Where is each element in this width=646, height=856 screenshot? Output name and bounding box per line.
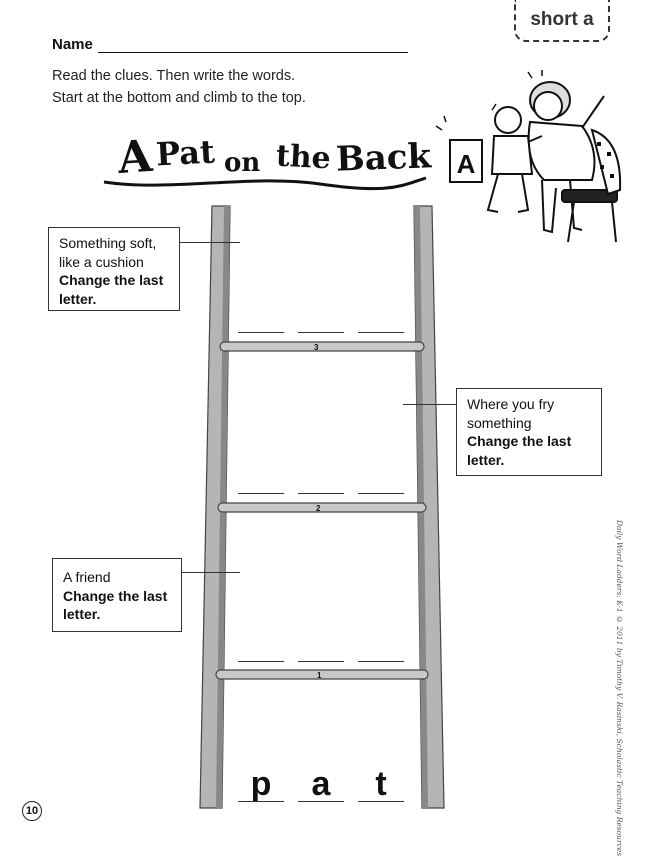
clue-2-line-2: something bbox=[467, 414, 532, 431]
instructions-line-2: Start at the bottom and climb to the top. bbox=[52, 90, 306, 106]
answer-3-letter-2[interactable] bbox=[298, 332, 344, 333]
answer-1-letter-2[interactable] bbox=[298, 661, 344, 662]
clue-2-instruction-2: letter. bbox=[467, 451, 505, 468]
clue-2-connector bbox=[403, 404, 456, 405]
title-word-a: A bbox=[116, 130, 154, 185]
title-word-pat: Pat bbox=[155, 132, 216, 174]
answer-1-letter-1[interactable] bbox=[238, 661, 284, 662]
instructions-line-1: Read the clues. Then write the words. bbox=[52, 68, 296, 84]
answer-2-letter-3[interactable] bbox=[358, 493, 404, 494]
page-number: 10 bbox=[22, 801, 42, 821]
clue-3-instruction-2: letter. bbox=[59, 290, 97, 307]
clue-2-line-1: Where you fry bbox=[467, 396, 555, 412]
ladder-rung-2 bbox=[218, 503, 426, 512]
ladder-rung-3 bbox=[220, 342, 424, 351]
clue-2-instruction-1: Change the last bbox=[467, 433, 572, 449]
answer-3-letter-3[interactable] bbox=[358, 332, 404, 333]
start-underline-1 bbox=[238, 801, 284, 802]
start-underline-3 bbox=[358, 801, 404, 802]
sign-letter: A bbox=[456, 149, 476, 179]
start-underline-2 bbox=[298, 801, 344, 802]
start-letter-3: t bbox=[375, 765, 387, 803]
clue-3-instruction-1: Change the last bbox=[59, 272, 164, 288]
clue-3-line-1: Something soft, bbox=[59, 235, 157, 251]
clue-box-2 bbox=[456, 388, 602, 476]
name-label: Name bbox=[52, 36, 93, 53]
clue-1-connector bbox=[182, 572, 240, 573]
answer-3-letter-1[interactable] bbox=[238, 332, 284, 333]
title-word-on: on bbox=[224, 148, 261, 178]
clue-box-3 bbox=[48, 227, 180, 311]
title-word-the: the bbox=[275, 138, 332, 177]
rung-number-3: 3 bbox=[314, 343, 319, 352]
clue-1-line-1: A friend bbox=[63, 569, 111, 585]
answer-2-letter-1[interactable] bbox=[238, 493, 284, 494]
title-word-back: Back bbox=[335, 136, 432, 180]
answer-1-letter-3[interactable] bbox=[358, 661, 404, 662]
clue-1-instruction-2: letter. bbox=[63, 606, 101, 622]
ladder-rung-1 bbox=[216, 670, 428, 679]
rung-number-2: 2 bbox=[316, 504, 321, 513]
clue-3-connector bbox=[180, 242, 240, 243]
clue-1-instruction-1: Change the last bbox=[63, 587, 168, 604]
unit-tag: short a bbox=[514, 0, 610, 42]
answer-2-letter-2[interactable] bbox=[298, 493, 344, 494]
rung-number-1: 1 bbox=[317, 671, 322, 680]
copyright-credit: Daily Word Ladders: K-1 © 2011 by Timothy V. Rasinski, Scholastic Teaching Resources bbox=[615, 520, 624, 856]
start-letter-2: a bbox=[311, 765, 331, 803]
clue-box-1 bbox=[52, 558, 182, 632]
start-letter-1: p bbox=[250, 765, 272, 803]
clue-3-line-2: like a cushion bbox=[59, 253, 144, 270]
